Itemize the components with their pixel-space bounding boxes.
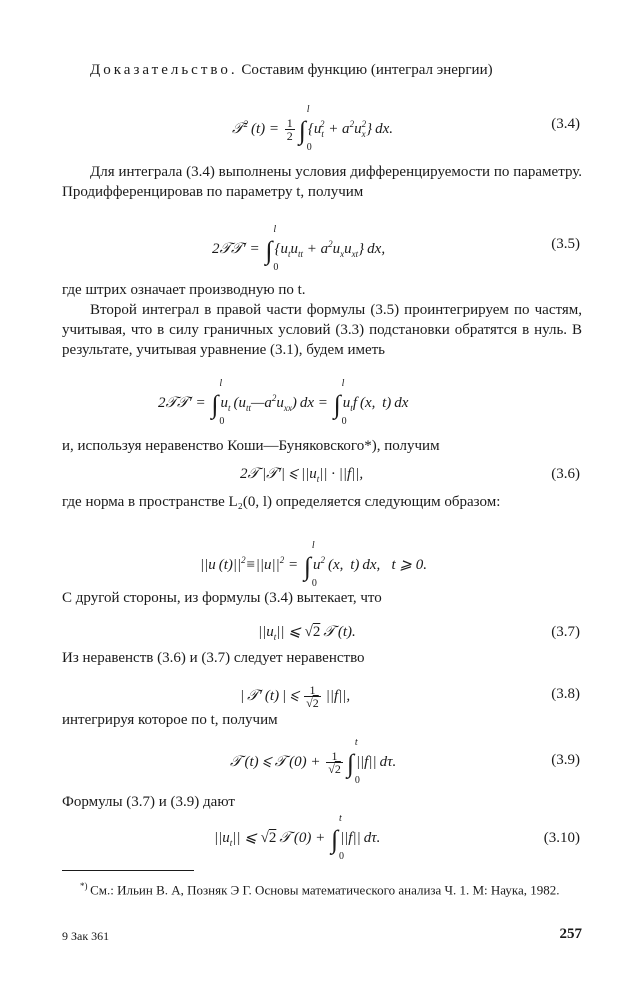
equation-3-9: 𝒯 (t) ⩽ 𝒯 (0) + $\frac{1}{√2}$ ∫ t 0 ||f|| dτ. (3.9) — [230, 736, 580, 786]
page-number: 257 — [559, 926, 582, 942]
eq-number-3-9: (3.9) — [551, 752, 580, 768]
equation-3-4: 𝒯$^2$ (t) = $\frac{1}{2}$ ∫ l 0 $\{u_t^2 + a^2u_x^2\}$ dx. (3.4) — [232, 104, 580, 153]
proof-intro — [62, 60, 582, 80]
printer-signature: 9 Зак 361 — [62, 929, 110, 943]
equation-norm: ||u $(t)||^2\equiv||u||^2$ = ∫ l 0 $u^2$ (x, t) dx, t ⩾ 0. — [200, 540, 427, 589]
equation-3-10: $||u_t||$ ⩽ √2 𝒯 (0) + ∫ t 0 ||f|| dτ. (3.10) — [214, 813, 580, 862]
eq-number-3-5: (3.5) — [551, 236, 580, 252]
paragraph-prime-note: где штрих означает производную по t. — [62, 282, 306, 298]
paragraph-other-side: С другой стороны, из формулы (3.4) вытекает, что — [62, 590, 382, 606]
eq-number-3-10: (3.10) — [543, 830, 580, 846]
footnote-mark: *) — [80, 881, 88, 891]
paragraph-integrating: интегрируя которое по t, получим — [62, 712, 278, 728]
eq-number-3-8: (3.8) — [551, 686, 580, 702]
equation-3-6: 2𝒯 |𝒯′| ⩽ $||u_t|| \cdot ||f||$, (3.6) — [240, 466, 580, 484]
proof-intro-text: Составим функцию (интеграл энергии) — [241, 62, 493, 78]
equation-energy-derivative: 2𝒯𝒯′ = ∫ l 0 $u_t$ $(u_{tt}—a^2u_{xx})$ dx = ∫ l 0 $u_tf$ (x, t) dx — [158, 378, 409, 427]
eq-number-3-4: (3.4) — [551, 116, 580, 132]
paragraph-norm-definition: где норма в пространстве L₂(0, l) определяется следующим образом: — [62, 494, 501, 510]
equation-3-8: | 𝒯′ (t) | ⩽ $\frac{1}{√2}$ ||f||, (3.8) — [240, 683, 580, 710]
eq-number-3-6: (3.6) — [551, 466, 580, 482]
proof-lead: Доказательство. — [90, 62, 238, 78]
paragraph-differentiation: Для интеграла (3.4) выполнены условия дифференцируемости по параметру. Продифференцировав по параметру t, получим — [62, 164, 582, 200]
paragraph-cauchy: и, используя неравенство Коши—Буняковского*), получим — [62, 438, 440, 454]
paragraph-integration-by-parts: Второй интеграл в правой части формулы (3.5) проинтегрируем по частям, учитывая, что в силу граничных условий (3.3) подстановки обратятся в нуль. В результате, учитывая уравнение (3.1), будем иметь — [62, 302, 582, 358]
footnote-rule — [62, 870, 194, 871]
paragraph-formulas-give: Формулы (3.7) и (3.9) дают — [62, 794, 235, 810]
footnote — [62, 878, 582, 898]
footnote-text: См.: Ильин В. А, Позняк Э Г. Основы математического анализа Ч. 1. М: Наука, 1982. — [90, 882, 560, 898]
eq-number-3-7: (3.7) — [551, 624, 580, 640]
paragraph-inequality: Из неравенств (3.6) и (3.7) следует неравенство — [62, 650, 365, 666]
equation-3-7: $||u_t||$ ⩽ √2 𝒯 (t). (3.7) — [258, 624, 580, 642]
equation-3-5: 2𝒯𝒯′ = ∫ l 0 $\{u_tu_{tt} + a^2u_xu_{xt}\}$ dx, (3.5) — [212, 224, 580, 273]
